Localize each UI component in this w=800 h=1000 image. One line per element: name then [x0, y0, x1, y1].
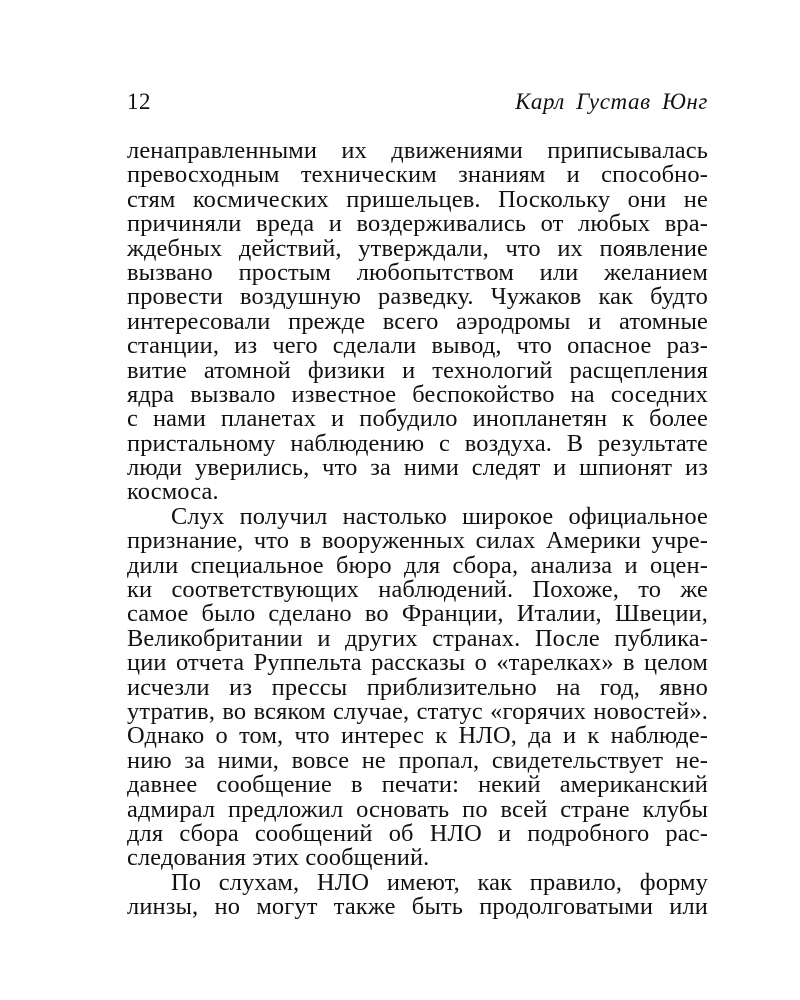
- text-line: исчезли из прессы приблизительно на год, явно: [127, 673, 708, 701]
- text-line: превосходным техническим знаниям и способно-: [127, 161, 708, 189]
- text-line: ждебных действий, утверждали, что их появление: [127, 234, 708, 262]
- text-line: нию за ними, вовсе не пропал, свидетельствует не-: [127, 746, 708, 774]
- text-line: вызвано простым любопытством или желанием: [127, 258, 708, 286]
- text-line: следования этих сообщений.: [127, 844, 430, 872]
- text-line: ленаправленными их движениями приписывалась: [127, 137, 708, 164]
- paragraph-1: [127, 139, 708, 505]
- text-line: утратив, во всяком случае, статус «горячих новостей».: [127, 697, 708, 725]
- text-line: стям космических пришельцев. Поскольку они не: [127, 185, 708, 213]
- text-line: провести воздушную разведку. Чужаков как будто: [127, 283, 708, 311]
- text-line: дили специальное бюро для сбора, анализа и оцен-: [127, 551, 708, 579]
- paragraph-2: [127, 502, 708, 872]
- body-text: [127, 139, 708, 920]
- text-line: Слух получил настолько широкое официальное: [171, 502, 708, 530]
- text-line: люди уверились, что за ними следят и шпионят из: [127, 454, 708, 482]
- text-line: линзы, но могут также быть продолговатыми или: [127, 893, 708, 921]
- text-line: ции отчета Руппельта рассказы о «тарелках» в целом: [127, 649, 708, 677]
- text-line: По слухам, НЛО имеют, как правило, форму: [171, 868, 708, 896]
- text-line: адмирал предложил основать по всей стране клубы: [127, 795, 708, 823]
- text-line: ки соответствующих наблюдений. Похоже, то же: [127, 576, 708, 604]
- text-line: для сбора сообщений об НЛО и подробного рас-: [127, 819, 708, 847]
- paragraph-3: [127, 868, 708, 921]
- text-line: витие атомной физики и технологий расщепления: [127, 356, 708, 384]
- text-line: Великобритании и других странах. После публика-: [127, 624, 708, 652]
- running-header: [127, 88, 708, 116]
- text-line: космоса.: [127, 478, 219, 506]
- text-line: ядра вызвало известное беспокойство на соседних: [127, 380, 708, 408]
- text-line: самое было сделано во Франции, Италии, Швеции,: [127, 600, 708, 628]
- text-line: с нами планетах и побудило инопланетян к более: [127, 405, 708, 433]
- page-number: 12: [127, 89, 151, 114]
- text-line: пристальному наблюдению с воздуха. В результате: [127, 429, 708, 457]
- text-line: Однако о том, что интерес к НЛО, да и к наблюде-: [127, 722, 708, 750]
- text-line: давнее сообщение в печати: некий американский: [127, 771, 708, 799]
- text-line: признание, что в вооруженных силах Америки учре-: [127, 527, 708, 555]
- text-line: станции, из чего сделали вывод, что опасное раз-: [127, 332, 708, 360]
- text-line: причиняли вреда и воздерживались от любых вра-: [127, 210, 708, 238]
- text-line: интересовали прежде всего аэродромы и атомные: [127, 307, 708, 335]
- running-head-author: Карл Густав Юнг: [515, 89, 708, 114]
